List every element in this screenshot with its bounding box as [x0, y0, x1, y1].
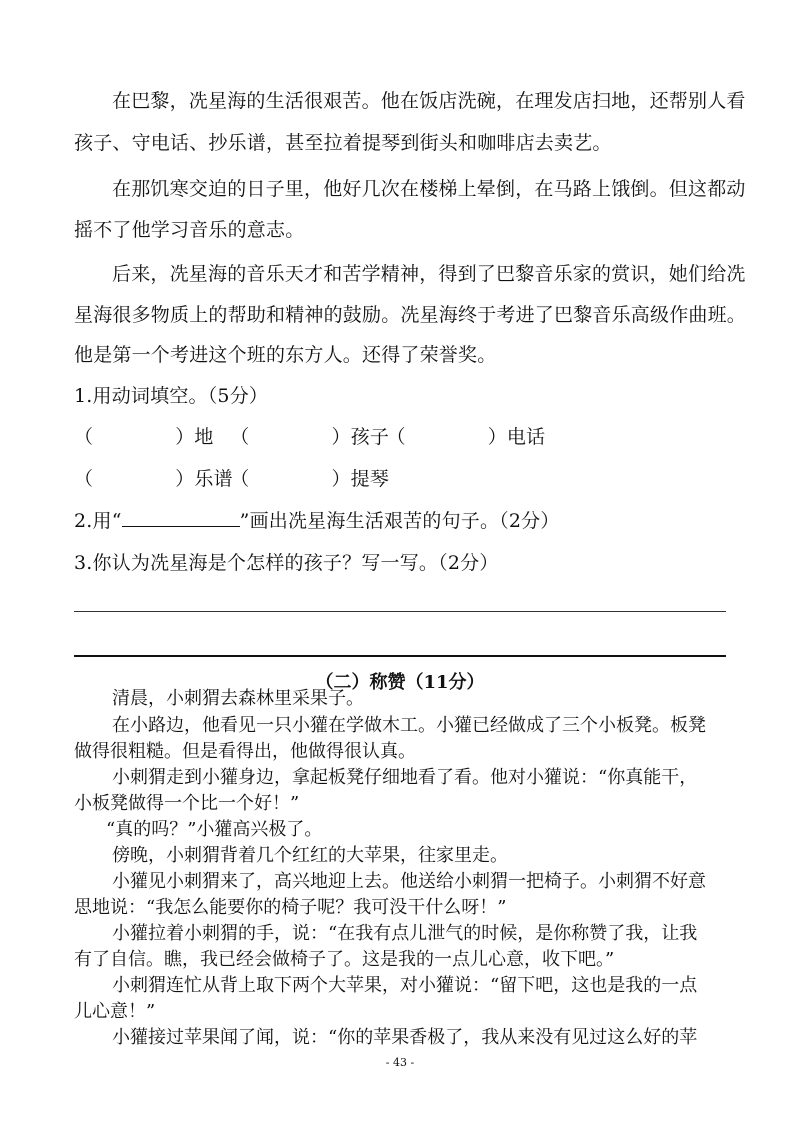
passage-line: 在那饥寒交迫的日子里，他好几次在楼梯上晕倒，在马路上饿倒。但这都动	[112, 178, 746, 200]
fill-item: （ ）地	[74, 426, 214, 448]
story-line: 思地说：“我怎么能要你的椅子呢？我可没干什么呀！”	[74, 897, 507, 918]
fill-item: （ ）电话	[386, 426, 546, 448]
section-divider	[74, 655, 726, 657]
question-3: 3.你认为冼星海是个怎样的孩子？写一写。（2分）	[74, 552, 499, 574]
story-line: 在小路边，他看见一只小獾在学做木工。小獾已经做成了三个小板凳。板凳	[112, 715, 706, 736]
page-number: - 43 -	[385, 1056, 415, 1069]
question-2: 2.用“ ”画出冼星海生活艰苦的句子。（2分）	[74, 510, 560, 532]
question-1: 1.用动词填空。（5分）	[74, 385, 269, 407]
passage-line: 他是第一个考进这个班的东方人。还得了荣誉奖。	[74, 344, 497, 366]
fill-row-1	[74, 428, 734, 447]
story-line: 小板凳做得一个比一个好！”	[74, 793, 300, 814]
fill-item: （ ）孩子	[230, 426, 390, 448]
story-line: 做得很粗糙。但是看得出，他做得很认真。	[74, 741, 416, 762]
story-line: 清晨，小刺猬去森林里采果子。	[112, 688, 364, 709]
story-line: 傍晚，小刺猬背着几个红红的大苹果，往家里走。	[112, 845, 508, 866]
story-line: 小獾见小刺猬来了，高兴地迎上去。他送给小刺猬一把椅子。小刺猬不好意	[112, 871, 706, 892]
story-line: 有了自信。瞧，我已经会做椅子了。这是我的一点儿心意，收下吧。”	[74, 949, 615, 970]
fill-row-2	[74, 470, 734, 489]
passage-line: 星海很多物质上的帮助和精神的鼓励。冼星海终于考进了巴黎音乐高级作曲班。	[74, 304, 747, 326]
passage-line: 摇不了他学习音乐的意志。	[74, 219, 305, 241]
story-line: 小刺猬走到小獾身边，拿起板凳仔细地看了看。他对小獾说：“你真能干，	[112, 767, 698, 788]
passage-line: 孩子、守电话、抄乐谱，甚至拉着提琴到街头和咖啡店去卖艺。	[74, 132, 612, 154]
answer-line	[74, 611, 726, 612]
story-line: 小獾接过苹果闻了闻，说：“你的苹果香极了，我从来没有见过这么好的苹	[112, 1027, 698, 1048]
story-line: “真的吗？”小獾高兴极了。	[106, 819, 323, 840]
section-title: （二）称赞（11分）	[315, 672, 485, 693]
story-line: 小獾拉着小刺猬的手，说：“在我有点儿泄气的时候，是你称赞了我，让我	[112, 923, 698, 944]
underline-sample	[122, 513, 240, 527]
story-line: 小刺猬连忙从背上取下两个大苹果，对小獾说：“留下吧，这也是我的一点	[112, 975, 698, 996]
story-line: 儿心意！”	[74, 1001, 156, 1022]
fill-item: （ ）乐谱	[74, 468, 233, 490]
passage-line: 后来，冼星海的音乐天才和苦学精神，得到了巴黎音乐家的赏识，她们给冼	[112, 263, 746, 285]
fill-item: （ ）提琴	[230, 468, 390, 490]
passage-line: 在巴黎，冼星海的生活很艰苦。他在饭店洗碗，在理发店扫地，还帮别人看	[112, 90, 746, 112]
